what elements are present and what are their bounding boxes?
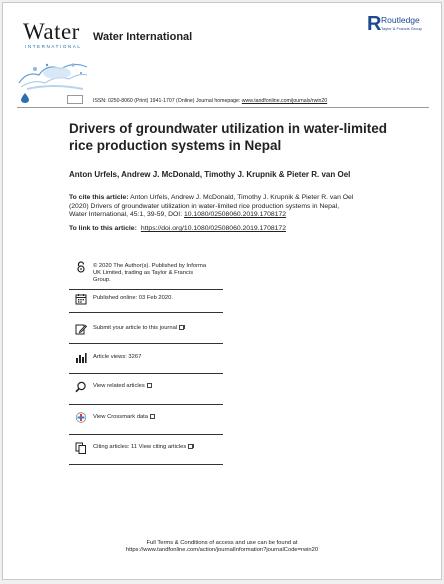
open-access-row (69, 261, 223, 289)
license-line-2: UK Limited, trading as Taylor & Francis (93, 270, 194, 276)
link-label: To link to this article: (69, 225, 137, 232)
info-divider (69, 373, 223, 374)
info-divider (69, 434, 223, 435)
routledge-r-icon: R (367, 13, 382, 35)
journal-cover-logo[interactable] (17, 13, 87, 105)
terms-footer (3, 540, 441, 555)
article-views: Article views: 3267 (93, 354, 142, 360)
submit-label: Submit your article to this journal (93, 325, 178, 332)
article-authors: Anton Urfels, Andrew J. McDonald, Timothy J. Krupnik & Pieter R. van Oel (69, 170, 351, 179)
citation-block (69, 194, 389, 220)
article-doi-link[interactable]: https://doi.org/10.1080/02508060.2019.1708172 (140, 225, 286, 232)
citing-articles-link[interactable] (69, 442, 223, 454)
info-divider (69, 343, 223, 344)
citing-icon (75, 442, 87, 454)
cite-text-2: (2020) Drivers of groundwater utilization in water-limited rice production systems in Nepal, (69, 202, 340, 210)
title-line-1: Drivers of groundwater utilization in water-limited (69, 121, 388, 136)
license-text (93, 263, 223, 284)
external-link-icon (179, 325, 184, 330)
license-line-3: Group. (93, 277, 111, 283)
crossmark-icon (75, 412, 87, 424)
license-line-1: © 2020 The Author(s). Published by Informa (93, 263, 207, 269)
publisher-name: Routledge (381, 15, 420, 25)
terms-link[interactable]: https://www.tandfonline.com/action/journalInformation?journalCode=rwin20 (125, 547, 319, 554)
published-date: Published online: 03 Feb 2020. (93, 295, 173, 301)
crossmark-link[interactable] (69, 412, 223, 424)
search-icon (75, 381, 87, 393)
issn-text: ISSN: 0250-8060 (Print) 1941-1707 (Online) Journal homepage: (93, 98, 242, 104)
crossmark-label: View Crossmark data (93, 414, 148, 421)
article-title (69, 121, 389, 154)
journal-header (17, 11, 431, 107)
external-link-icon (147, 383, 152, 388)
open-access-icon (75, 261, 87, 273)
info-divider (69, 404, 223, 405)
water-splash-image (17, 53, 89, 93)
article-link-line (69, 225, 286, 232)
external-link-icon (188, 444, 193, 449)
footer-line-1: Full Terms & Conditions of access and use can be found at (146, 540, 298, 546)
journal-title[interactable]: Water International (93, 31, 193, 43)
society-logo (67, 95, 83, 104)
info-divider (69, 312, 223, 313)
views-row (69, 352, 223, 364)
publisher-logo[interactable] (367, 13, 431, 37)
info-divider (69, 289, 223, 290)
info-divider (69, 464, 223, 465)
title-line-2: rice production systems in Nepal (69, 137, 282, 153)
issn-line (93, 98, 327, 104)
cite-text-3: Water International, 45:1, 39-59, DOI: (69, 211, 184, 219)
header-divider (17, 107, 429, 108)
edit-icon (75, 323, 87, 335)
cite-text-1: Anton Urfels, Andrew J. McDonald, Timothy J. Krupnik & Pieter R. van Oel (128, 194, 354, 201)
logo-word: Water (23, 19, 80, 44)
pdf-cover-page (2, 2, 442, 580)
bar-chart-icon (75, 352, 87, 364)
external-link-icon (150, 414, 155, 419)
related-articles-link[interactable] (69, 381, 223, 393)
journal-homepage-link[interactable]: www.tandfonline.com/journals/rwin20 (241, 98, 328, 104)
citing-label: Citing articles: 11 View citing articles (93, 444, 187, 451)
water-drop-icon (21, 93, 29, 103)
publisher-subtitle: Taylor & Francis Group (381, 26, 422, 31)
cite-doi-link[interactable]: 10.1080/02508060.2019.1708172 (183, 211, 287, 219)
published-row (69, 293, 223, 305)
logo-subtitle: INTERNATIONAL (25, 44, 82, 49)
article-info-panel (69, 259, 223, 469)
submit-article-link[interactable] (69, 323, 223, 335)
related-label: View related articles (93, 383, 145, 390)
cite-label: To cite this article: (69, 194, 129, 201)
calendar-icon (75, 293, 87, 305)
